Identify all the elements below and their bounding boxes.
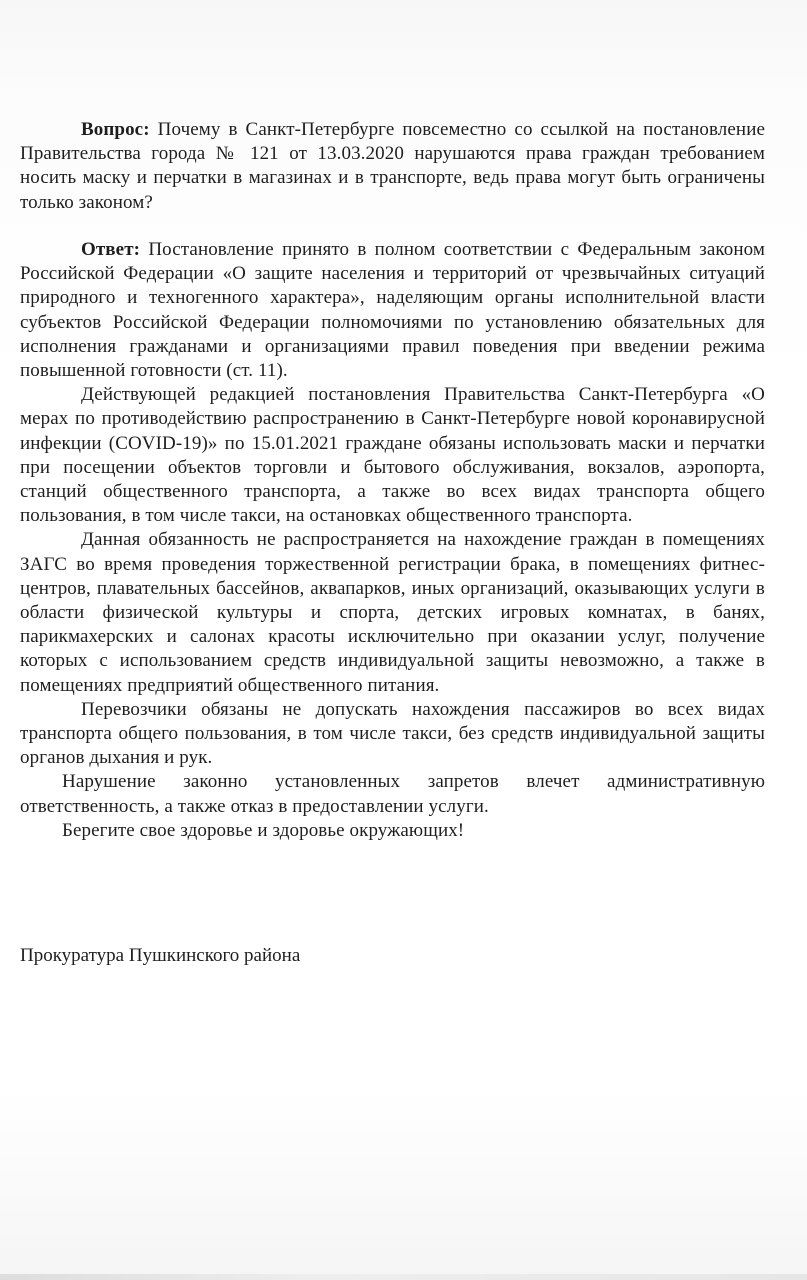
answer-closing: Берегите свое здоровье и здоровье окружающих! <box>62 819 465 841</box>
answer-paragraph: Действующей редакцией постановления Правительства Санкт-Петербурга «О мерах по противодействию распространению в Санкт-Петербурге новой коронавирусной инфекции (COVID-19)» по 15.01.2021 граждане обязаны использовать маски и перчатки при посещении объектов торговли и бытового обслуживания, вокзалов, аэропорта, станций общественного транспорта, а также во всех видах транспорта общего пользования, в том числе такси, на остановках общественного транспорта. <box>20 384 765 527</box>
answer-paragraph: Данная обязанность не распространяется на нахождение граждан в помещениях ЗАГС во время проведения торжественной регистрации брака, в помещениях фитнес-центров, плавательных бассейнов, аквапарков, иных организаций, оказывающих услуги в области физической культуры и спорта, детских игровых комнатах, в банях, парикмахерских и салонах красоты исключительно при оказании услуг, получение которых с использованием средств индивидуальной защиты невозможно, а также в помещениях предприятий общественного питания. <box>20 529 765 696</box>
answer-section <box>20 238 765 843</box>
answer-label: Ответ: <box>81 239 141 260</box>
question-section <box>20 118 765 215</box>
answer-paragraph-lead <box>20 238 765 383</box>
answer-paragraph: Нарушение законно установленных запретов влечет административную ответственность, а также отказ в предоставлении услуги. <box>20 771 765 817</box>
answer-text: Постановление принято в полном соответствии с Федеральным законом Российской Федерации «О защите населения и территорий от чрезвычайных ситуаций природного и техногенного характера», наделяющим органы исполнительной власти субъектов Российской Федерации полномочиями по установлению обязательных для исполнения гражданами и организациями правил поведения при введении режима повышенной готовности (ст. 11). <box>20 239 765 382</box>
scan-edge <box>0 1274 807 1280</box>
question-label: Вопрос: <box>81 119 150 140</box>
answer-paragraph: Перевозчики обязаны не допускать нахождения пассажиров во всех видах транспорта общего пользования, в том числе такси, без средств индивидуальной защиты органов дыхания и рук. <box>20 698 765 769</box>
question-paragraph <box>20 118 765 215</box>
signature: Прокуратура Пушкинского района <box>20 945 301 966</box>
question-text: Почему в Санкт-Петербурге повсеместно со ссылкой на постановление Правительства города № 121 от 13.03.2020 нарушаются права граждан требованием носить маску и перчатки в магазинах и в транспорте, ведь права могут быть ограничены только законом? <box>20 119 765 213</box>
